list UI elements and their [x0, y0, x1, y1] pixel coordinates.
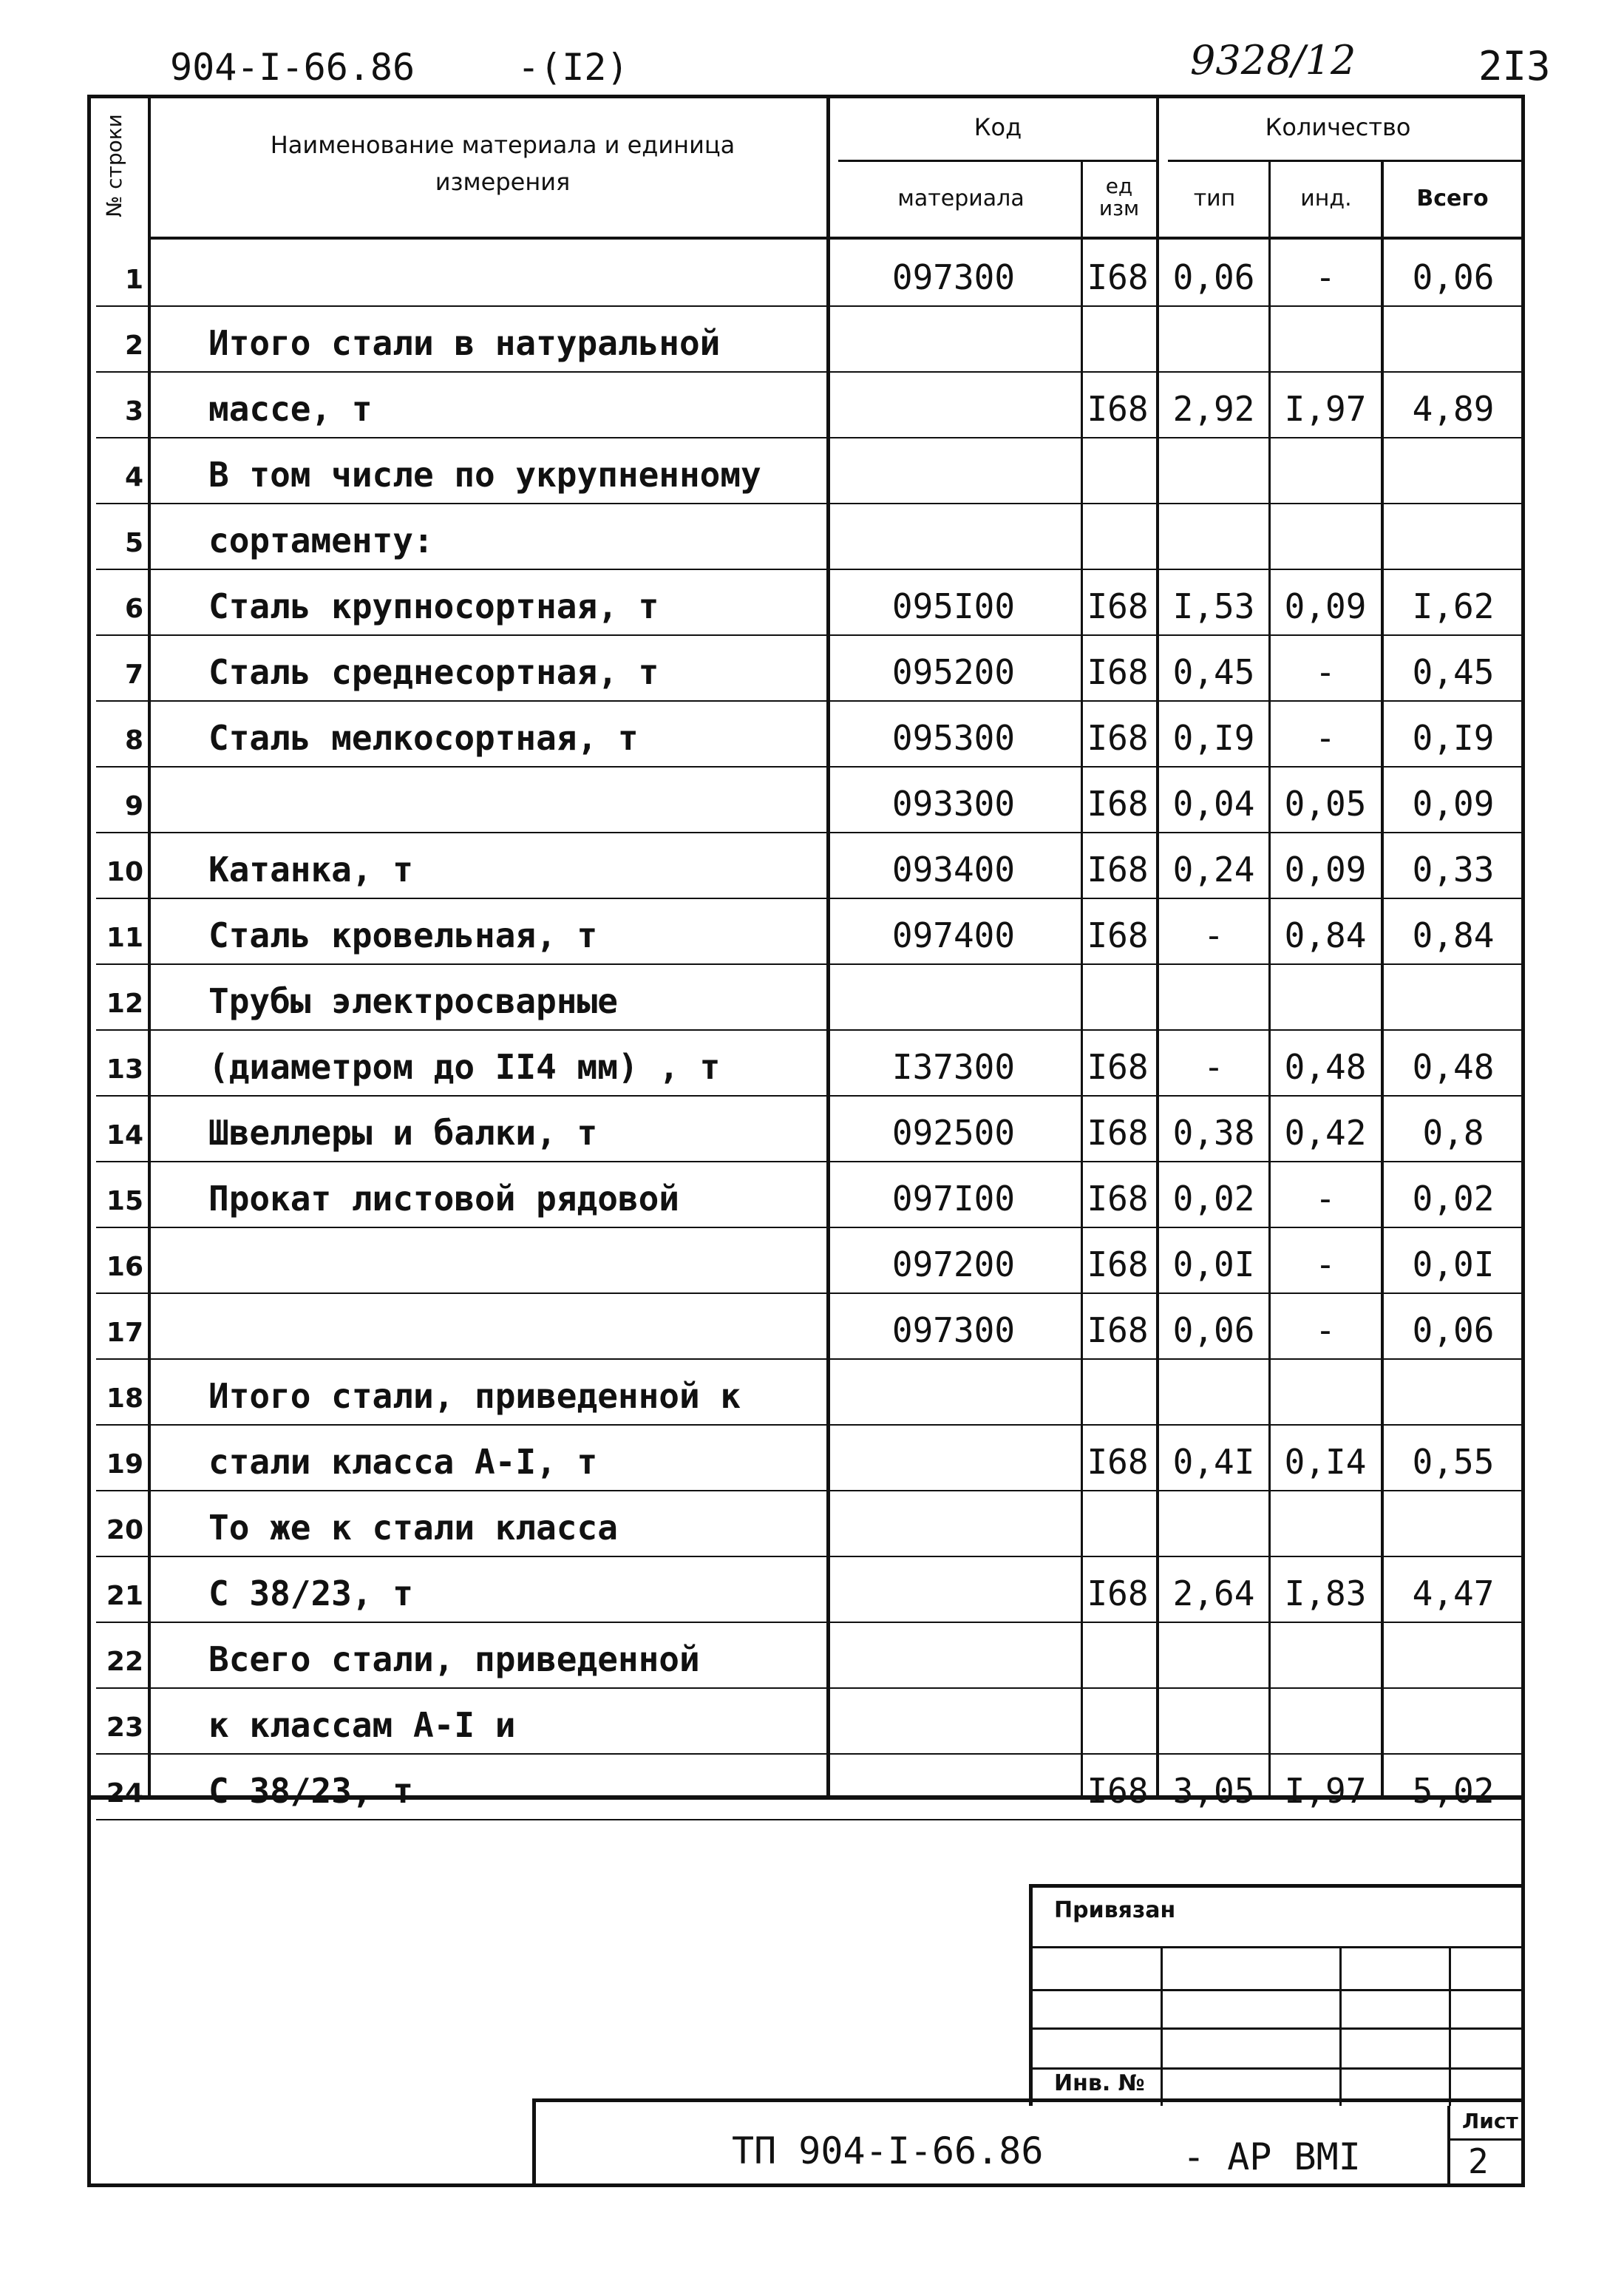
material-code: 092500	[891, 1113, 1016, 1153]
quantity-type: 0,06	[1172, 257, 1255, 297]
material-name: То же к стали класса	[208, 1508, 618, 1548]
quantity-total: 0,06	[1412, 1310, 1495, 1350]
row-divider	[96, 437, 1521, 438]
row-number: 8	[124, 725, 143, 756]
stamp-bound-col3	[1449, 1946, 1451, 2106]
quantity-total-header: Всего	[1416, 186, 1489, 211]
material-name: Трубы электросварные	[208, 981, 618, 1021]
row-divider	[96, 1753, 1521, 1755]
unit-code: I68	[1087, 1442, 1149, 1482]
unit-code: I68	[1087, 850, 1149, 890]
row-number: 5	[124, 528, 143, 558]
bound-label: Привязан	[1054, 1897, 1176, 1923]
row-divider	[96, 1424, 1521, 1426]
row-number: 11	[106, 923, 143, 953]
row-number: 1	[124, 265, 143, 295]
quantity-individual: -	[1315, 1244, 1336, 1284]
unit-code: I68	[1087, 1179, 1149, 1219]
row-number: 19	[106, 1449, 143, 1480]
document-number: 904-I-66.86	[170, 46, 415, 89]
quantity-individual: 0,09	[1284, 586, 1367, 626]
quantity-total: 0,45	[1412, 652, 1495, 692]
quantity-type: 2,64	[1172, 1573, 1255, 1613]
material-name: Сталь мелкосортная, т	[208, 718, 639, 758]
page-number: 2I3	[1478, 43, 1551, 89]
stamp-bound-row3	[1032, 2027, 1521, 2030]
unit-code: I68	[1087, 1113, 1149, 1153]
material-name: Катанка, т	[208, 850, 413, 890]
stamp-bound-row1	[1032, 1946, 1521, 1948]
quantity-type: 0,24	[1172, 850, 1255, 890]
row-number: 2	[124, 331, 143, 361]
stamp-main-top	[532, 2098, 1524, 2102]
unit-code: I68	[1087, 784, 1149, 824]
quantity-type-header: тип	[1193, 186, 1236, 211]
header-subdivider-left	[838, 160, 1156, 162]
quantity-type: 0,06	[1172, 1310, 1255, 1350]
row-divider	[96, 1556, 1521, 1557]
row-number: 24	[106, 1778, 143, 1809]
quantity-total: 4,89	[1412, 389, 1495, 429]
quantity-total: 0,0I	[1412, 1244, 1495, 1284]
row-number: 17	[106, 1318, 143, 1348]
stamp-bound-col2	[1339, 1946, 1342, 2106]
row-divider	[96, 1490, 1521, 1491]
quantity-total: 0,09	[1412, 784, 1495, 824]
quantity-individual: 0,I4	[1284, 1442, 1367, 1482]
inventory-label: Инв. №	[1054, 2070, 1145, 2096]
code-unit-header-1: ед	[1105, 174, 1133, 198]
quantity-individual: 0,05	[1284, 784, 1367, 824]
row-number: 13	[106, 1054, 143, 1085]
unit-code: I68	[1087, 1047, 1149, 1087]
stamp-sheet-divider	[1447, 2138, 1524, 2141]
quantity-type: 0,I9	[1172, 718, 1255, 758]
quantity-individual: 0,48	[1284, 1047, 1367, 1087]
quantity-individual: I,97	[1284, 389, 1367, 429]
stamp-sheet-left	[1447, 2106, 1450, 2186]
quantity-individual: -	[1315, 257, 1336, 297]
stamp-bound-left	[1029, 1884, 1033, 2106]
row-divider	[96, 963, 1521, 965]
material-code: 097400	[891, 915, 1016, 955]
material-name: С 38/23, т	[208, 1771, 413, 1811]
unit-code: I68	[1087, 586, 1149, 626]
quantity-individual: -	[1315, 1179, 1336, 1219]
quantity-type: -	[1203, 1047, 1224, 1087]
material-name: В том числе по укрупненному	[208, 455, 761, 495]
quantity-total: 0,02	[1412, 1179, 1495, 1219]
quantity-type: 0,45	[1172, 652, 1255, 692]
material-name: Всего стали, приведенной	[208, 1639, 700, 1679]
row-divider	[96, 569, 1521, 570]
code-unit-header-2: изм	[1098, 196, 1140, 220]
stamp-bound-row4	[1032, 2067, 1521, 2070]
material-code: 097I00	[891, 1179, 1016, 1219]
row-divider	[96, 371, 1521, 373]
quantity-type: 0,4I	[1172, 1442, 1255, 1482]
material-name: к классам А-I и	[208, 1705, 516, 1745]
quantity-individual: 0,42	[1284, 1113, 1367, 1153]
material-name: сортаменту:	[208, 521, 434, 560]
code-material-header: материала	[897, 186, 1025, 211]
quantity-total: 0,I9	[1412, 718, 1495, 758]
stamp-bound-row2	[1032, 1989, 1521, 1991]
quantity-type: I,53	[1172, 586, 1255, 626]
unit-code: I68	[1087, 915, 1149, 955]
sheet-number: 2	[1468, 2141, 1489, 2181]
quantity-total: I,62	[1412, 586, 1495, 626]
stamp-document-code: ТП 904-I-66.86	[732, 2130, 1044, 2172]
material-name: Сталь крупносортная, т	[208, 586, 659, 626]
unit-code: I68	[1087, 257, 1149, 297]
quantity-total: 0,48	[1412, 1047, 1495, 1087]
row-number: 21	[106, 1581, 143, 1611]
row-divider	[96, 1358, 1521, 1360]
row-divider	[96, 1292, 1521, 1294]
row-number: 14	[106, 1120, 143, 1151]
row-divider	[96, 832, 1521, 833]
row-divider	[96, 1622, 1521, 1623]
material-code: 095300	[891, 718, 1016, 758]
quantity-total: 0,55	[1412, 1442, 1495, 1482]
quantity-type: 2,92	[1172, 389, 1255, 429]
quantity-type: 0,04	[1172, 784, 1255, 824]
row-number: 18	[106, 1383, 143, 1414]
material-name: массе, т	[208, 389, 373, 429]
material-code: 097300	[891, 257, 1016, 297]
material-name: Прокат листовой рядовой	[208, 1179, 679, 1219]
row-number: 12	[106, 989, 143, 1019]
row-number: 6	[124, 594, 143, 624]
row-divider	[96, 1029, 1521, 1031]
unit-code: I68	[1087, 389, 1149, 429]
stamp-document-suffix: - АР ВМI	[1183, 2135, 1361, 2178]
quantity-group-header: Количество	[1265, 113, 1411, 141]
row-number: 16	[106, 1252, 143, 1282]
material-code: 095I00	[891, 586, 1016, 626]
quantity-individual: 0,09	[1284, 850, 1367, 890]
quantity-total: 0,33	[1412, 850, 1495, 890]
quantity-individual: -	[1315, 1310, 1336, 1350]
header-bottom	[148, 237, 1524, 240]
row-number: 7	[124, 660, 143, 690]
row-number: 23	[106, 1712, 143, 1743]
quantity-individual: -	[1315, 652, 1336, 692]
material-name: Швеллеры и балки, т	[208, 1113, 598, 1153]
frame-top	[87, 95, 1524, 98]
material-name: Сталь кровельная, т	[208, 915, 598, 955]
unit-code: I68	[1087, 1573, 1149, 1613]
col-divider-num	[148, 95, 151, 1795]
name-header: Наименование материала и единица измерения	[270, 131, 735, 196]
quantity-individual: 0,84	[1284, 915, 1367, 955]
row-number: 15	[106, 1186, 143, 1216]
document-part: -(I2)	[517, 46, 629, 89]
quantity-type: 0,38	[1172, 1113, 1255, 1153]
stamp-bound-col1	[1161, 1946, 1163, 2106]
quantity-type: 3,05	[1172, 1771, 1255, 1811]
row-number: 22	[106, 1647, 143, 1677]
row-divider	[96, 1161, 1521, 1162]
material-code: 097300	[891, 1310, 1016, 1350]
quantity-type: -	[1203, 915, 1224, 955]
row-divider	[96, 1687, 1521, 1689]
quantity-total: 0,84	[1412, 915, 1495, 955]
quantity-individual: I,97	[1284, 1771, 1367, 1811]
quantity-type: 0,02	[1172, 1179, 1255, 1219]
row-number: 10	[106, 857, 143, 887]
row-divider	[96, 766, 1521, 768]
unit-code: I68	[1087, 1771, 1149, 1811]
row-divider	[96, 1819, 1521, 1820]
quantity-total: 0,8	[1422, 1113, 1484, 1153]
row-number: 9	[124, 791, 143, 821]
stamp-main-left	[532, 2098, 536, 2186]
quantity-total: 0,06	[1412, 257, 1495, 297]
sheet-label: Лист	[1462, 2109, 1518, 2133]
unit-code: I68	[1087, 718, 1149, 758]
material-name: стали класса А-I, т	[208, 1442, 598, 1482]
quantity-total: 5,02	[1412, 1771, 1495, 1811]
row-divider	[96, 634, 1521, 636]
material-code: 093400	[891, 850, 1016, 890]
unit-code: I68	[1087, 652, 1149, 692]
row-number-header: № строки	[102, 114, 126, 217]
material-name: Сталь среднесортная, т	[208, 652, 659, 692]
material-code: 097200	[891, 1244, 1016, 1284]
row-divider	[96, 305, 1521, 307]
frame-bottom	[87, 2183, 1524, 2187]
unit-code: I68	[1087, 1310, 1149, 1350]
quantity-ind-header: инд.	[1300, 186, 1352, 211]
header-subdivider-right	[1168, 160, 1524, 162]
row-number: 4	[124, 462, 143, 492]
stamp-bound-top	[1029, 1884, 1524, 1888]
code-group-header: Код	[974, 113, 1022, 141]
row-number: 20	[106, 1515, 143, 1545]
row-number: 3	[124, 396, 143, 427]
row-divider	[96, 700, 1521, 702]
unit-code: I68	[1087, 1244, 1149, 1284]
material-name: Итого стали в натуральной	[208, 323, 721, 363]
material-name: Итого стали, приведенной к	[208, 1376, 741, 1416]
material-code: 095200	[891, 652, 1016, 692]
quantity-type: 0,0I	[1172, 1244, 1255, 1284]
quantity-individual: -	[1315, 718, 1336, 758]
row-divider	[96, 503, 1521, 504]
material-name: С 38/23, т	[208, 1573, 413, 1613]
material-code: 093300	[891, 784, 1016, 824]
row-divider	[96, 1095, 1521, 1097]
row-divider	[96, 898, 1521, 899]
material-code: I37300	[891, 1047, 1016, 1087]
quantity-total: 4,47	[1412, 1573, 1495, 1613]
row-divider	[96, 1227, 1521, 1228]
material-name: (диаметром до II4 мм) , т	[208, 1047, 721, 1087]
quantity-individual: I,83	[1284, 1573, 1367, 1613]
handwritten-reference: 9328/12	[1190, 37, 1356, 84]
